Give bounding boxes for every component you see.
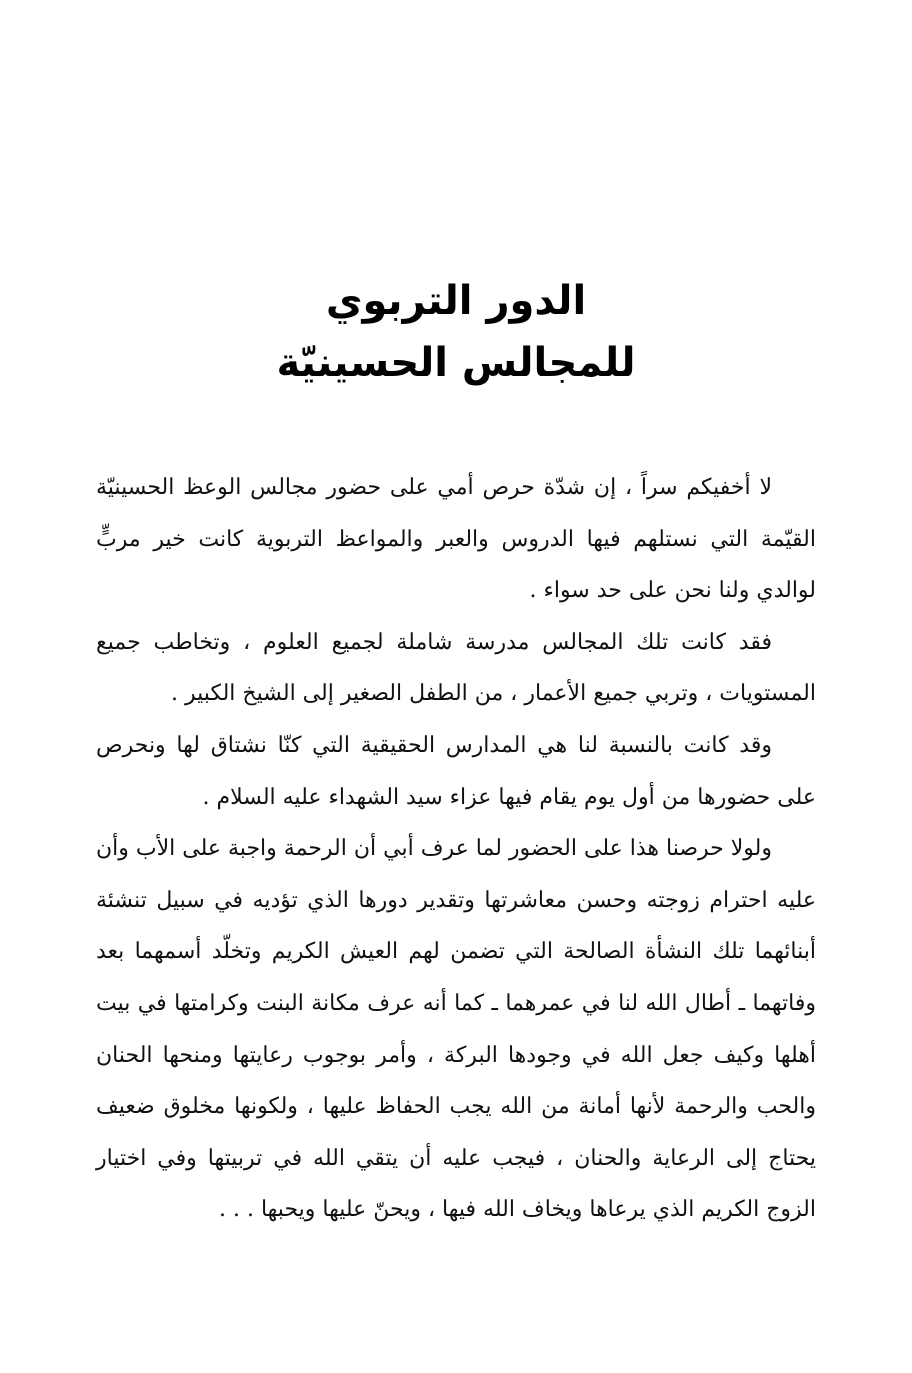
- chapter-title-line-2: للمجالس الحسينيّة: [276, 340, 636, 386]
- chapter-title-line-1: الدور التربوي: [325, 278, 587, 324]
- paragraph-2: فقد كانت تلك المجالس مدرسة شاملة لجميع العلوم ، وتخاطب جميع المستويات ، وتربي جميع الأعمار ، من الطفل الصغير إلى الشيخ الكبير .: [96, 629, 816, 707]
- paragraph-4: ولولا حرصنا هذا على الحضور لما عرف أبي أن الرحمة واجبة على الأب وأن عليه احترام زوجته وحسن معاشرتها وتقدير دورها الذي تؤديه في سبيل تنشئة أبنائهما تلك النشأة الصالحة التي تضمن لهم العيش الكريم وتخلّد أسمهما بعد وفاتهما ـ أطال الله لنا في عمرهما ـ كما أنه عرف مكانة البنت وكرامتها في بيت أهلها وكيف جعل الله في وجودها البركة ، وأمر بوجوب رعايتها ومنحها الحنان والحب والرحمة لأنها أمانة من الله يجب الحفاظ عليها ، ولكونها مخلوق ضعيف يحتاج إلى الرعاية والحنان ، فيجب عليه أن يتقي الله في تربيتها وفي اختيار الزوج الكريم الذي يرعاها ويخاف الله فيها ، ويحنّ عليها ويحبها . . .: [96, 836, 816, 1223]
- chapter-title: [0, 270, 912, 394]
- paragraph-1: لا أخفيكم سراً ، إن شدّة حرص أمي على حضور مجالس الوعظ الحسينيّة القيّمة التي نستلهم فيها الدروس والعبر والمواعظ التربوية كانت خير مربٍّ لوالدي ولنا نحن على حد سواء .: [96, 475, 816, 604]
- paragraph-3: وقد كانت بالنسبة لنا هي المدارس الحقيقية التي كنّا نشتاق لها ونحرص على حضورها من أول يوم يقام فيها عزاء سيد الشهداء عليه السلام .: [96, 732, 816, 810]
- body-text: [96, 462, 816, 1236]
